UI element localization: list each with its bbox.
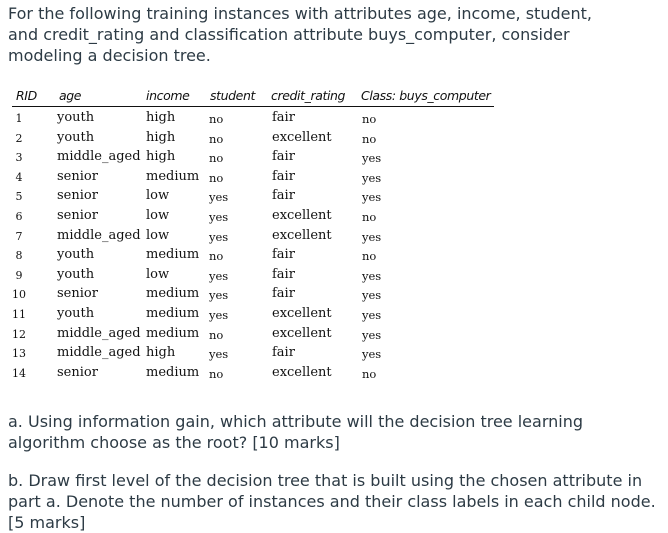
cell-income: high bbox=[146, 149, 176, 165]
table-row bbox=[12, 208, 494, 227]
cell-credit-rating: fair bbox=[272, 286, 295, 302]
cell-rid: 10 bbox=[12, 288, 26, 302]
cell-credit-rating: fair bbox=[272, 345, 295, 361]
cell-class: yes bbox=[362, 151, 382, 166]
cell-credit-rating: excellent bbox=[272, 129, 332, 145]
cell-rid: 9 bbox=[15, 268, 23, 282]
table-row bbox=[12, 247, 494, 266]
cell-credit-rating: fair bbox=[272, 188, 295, 204]
table-row bbox=[12, 228, 494, 247]
cell-credit-rating: fair bbox=[272, 168, 295, 184]
intro-text: For the following training instances with attributes age, income, student, and credit_rating and classification attribute buys_computer, consider modeling a decision tree. bbox=[8, 4, 592, 65]
cell-student: no bbox=[209, 131, 224, 146]
cell-credit-rating: excellent bbox=[272, 227, 332, 243]
cell-income: medium bbox=[146, 364, 200, 380]
header-class: Class: buys_computer bbox=[361, 88, 491, 103]
cell-rid: 1 bbox=[15, 112, 23, 125]
cell-credit-rating: excellent bbox=[272, 306, 332, 321]
cell-student: no bbox=[209, 112, 224, 126]
header-student: student bbox=[210, 88, 255, 103]
cell-income: medium bbox=[146, 306, 200, 321]
cell-income: medium bbox=[146, 168, 200, 184]
cell-class: no bbox=[362, 131, 377, 146]
table-row bbox=[12, 326, 494, 345]
cell-income: medium bbox=[146, 325, 200, 341]
cell-class: yes bbox=[362, 190, 382, 205]
cell-income: low bbox=[146, 208, 170, 223]
cell-age: senior bbox=[57, 286, 98, 302]
cell-class: yes bbox=[362, 308, 382, 322]
cell-rid: 5 bbox=[15, 190, 23, 204]
cell-rid: 13 bbox=[12, 347, 26, 361]
cell-student: no bbox=[209, 366, 224, 381]
table-row bbox=[12, 306, 494, 325]
cell-income: low bbox=[146, 227, 170, 243]
cell-class: no bbox=[362, 366, 377, 381]
header-income: income bbox=[146, 88, 190, 103]
cell-income: medium bbox=[146, 286, 200, 302]
question-b: b. Draw first level of the decision tree that is built using the chosen attribute in part a. Denote the number of instances and their class labels in each child node. [5 marks] bbox=[8, 471, 656, 532]
cell-student: yes bbox=[209, 347, 229, 362]
cell-rid: 11 bbox=[12, 308, 26, 321]
cell-class: yes bbox=[362, 327, 382, 342]
cell-class: no bbox=[362, 112, 377, 126]
cell-rid: 2 bbox=[15, 131, 23, 145]
header-credit-rating: credit_rating bbox=[271, 88, 346, 103]
cell-rid: 7 bbox=[15, 229, 23, 243]
cell-student: no bbox=[209, 327, 224, 342]
table-row bbox=[12, 267, 494, 286]
cell-age: senior bbox=[57, 208, 98, 223]
cell-class: yes bbox=[362, 288, 382, 303]
cell-age: middle_aged bbox=[57, 345, 141, 361]
cell-student: yes bbox=[209, 288, 229, 303]
header-age: age bbox=[59, 88, 82, 103]
cell-credit-rating: fair bbox=[272, 247, 295, 263]
cell-age: youth bbox=[57, 247, 95, 263]
cell-rid: 3 bbox=[15, 151, 23, 165]
question-a: a. Using information gain, which attribute will the decision tree learning algorithm choose as the root? [10 marks] bbox=[8, 412, 584, 452]
cell-student: yes bbox=[209, 229, 229, 244]
table-row bbox=[12, 286, 494, 305]
cell-rid: 12 bbox=[12, 327, 26, 341]
cell-age: middle_aged bbox=[57, 149, 141, 165]
cell-student: no bbox=[209, 170, 224, 185]
cell-class: no bbox=[362, 249, 377, 264]
cell-credit-rating: excellent bbox=[272, 208, 332, 223]
cell-credit-rating: fair bbox=[272, 110, 295, 125]
table-row bbox=[12, 110, 494, 129]
cell-income: high bbox=[146, 345, 176, 361]
cell-income: high bbox=[146, 129, 176, 145]
cell-credit-rating: fair bbox=[272, 149, 295, 165]
cell-age: middle_aged bbox=[57, 325, 141, 341]
cell-class: yes bbox=[362, 170, 382, 185]
table-row bbox=[12, 149, 494, 168]
cell-age: youth bbox=[57, 306, 95, 321]
cell-student: yes bbox=[209, 210, 229, 224]
training-data-table bbox=[12, 88, 494, 381]
cell-age: youth bbox=[57, 129, 95, 145]
cell-student: no bbox=[209, 151, 224, 166]
cell-rid: 4 bbox=[15, 170, 23, 184]
cell-class: yes bbox=[362, 347, 382, 362]
header-rule bbox=[12, 106, 494, 107]
cell-income: medium bbox=[146, 247, 200, 263]
cell-student: yes bbox=[209, 308, 229, 322]
cell-age: senior bbox=[57, 364, 98, 380]
cell-credit-rating: fair bbox=[272, 266, 295, 282]
cell-class: yes bbox=[362, 229, 382, 244]
cell-income: low bbox=[146, 266, 170, 282]
table-row bbox=[12, 345, 494, 364]
cell-age: senior bbox=[57, 168, 98, 184]
cell-rid: 6 bbox=[15, 210, 23, 223]
header-rid: RID bbox=[16, 88, 37, 103]
cell-income: high bbox=[146, 110, 176, 125]
cell-income: low bbox=[146, 188, 170, 204]
cell-rid: 8 bbox=[15, 249, 23, 263]
cell-age: youth bbox=[57, 110, 95, 125]
cell-student: yes bbox=[209, 268, 229, 283]
cell-student: no bbox=[209, 249, 224, 264]
cell-credit-rating: excellent bbox=[272, 364, 332, 380]
cell-class: yes bbox=[362, 268, 382, 283]
cell-rid: 14 bbox=[12, 366, 26, 380]
cell-age: youth bbox=[57, 266, 95, 282]
cell-class: no bbox=[362, 210, 377, 224]
cell-student: yes bbox=[209, 190, 229, 205]
table-row bbox=[12, 188, 494, 207]
cell-age: senior bbox=[57, 188, 98, 204]
table-row bbox=[12, 365, 494, 384]
table-row bbox=[12, 169, 494, 188]
cell-age: middle_aged bbox=[57, 227, 141, 243]
cell-credit-rating: excellent bbox=[272, 325, 332, 341]
table-row bbox=[12, 130, 494, 149]
